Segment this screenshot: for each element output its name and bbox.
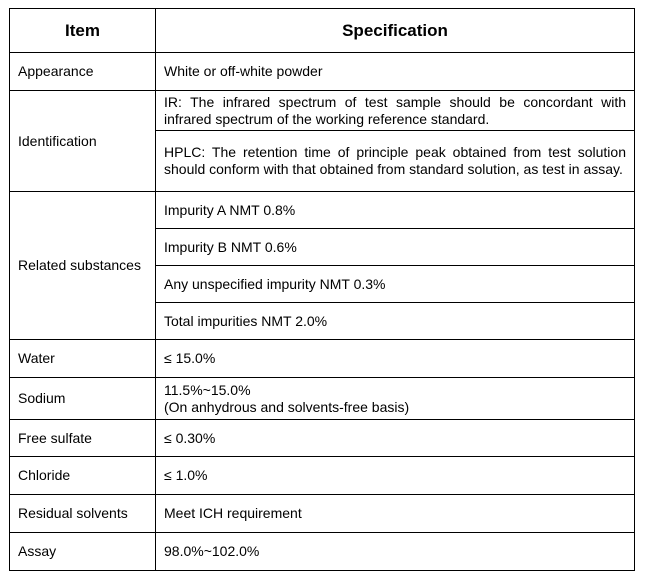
table-row — [10, 378, 635, 420]
table-row — [10, 340, 635, 378]
spec-assay: 98.0%~102.0% — [156, 533, 635, 571]
spec-identification-ir: IR: The infrared spectrum of test sample should be concordant with infrared spectrum of the working reference standard. — [156, 91, 635, 131]
spec-impurity-b: Impurity B NMT 0.6% — [156, 229, 635, 266]
item-assay: Assay — [10, 533, 156, 571]
spec-sodium-range: 11.5%~15.0% — [164, 381, 251, 398]
header-item: Item — [10, 9, 156, 53]
spec-water: ≤ 15.0% — [156, 340, 635, 378]
table-row — [10, 91, 635, 131]
table-row — [10, 457, 635, 495]
spec-total-impurities: Total impurities NMT 2.0% — [156, 303, 635, 340]
table-row — [10, 192, 635, 229]
spec-impurity-a: Impurity A NMT 0.8% — [156, 192, 635, 229]
spec-sodium — [156, 378, 635, 420]
spec-identification-hplc: HPLC: The retention time of principle peak obtained from test solution should conform with that obtained from standard solution, as test in assay. — [156, 131, 635, 192]
spec-chloride: ≤ 1.0% — [156, 457, 635, 495]
item-water: Water — [10, 340, 156, 378]
header-specification: Specification — [156, 9, 635, 53]
table-row — [10, 533, 635, 571]
item-related-substances: Related substances — [10, 192, 156, 340]
spec-appearance: White or off-white powder — [156, 53, 635, 91]
spec-sodium-basis: (On anhydrous and solvents-free basis) — [164, 398, 410, 415]
item-identification: Identification — [10, 91, 156, 192]
item-chloride: Chloride — [10, 457, 156, 495]
table-row — [10, 420, 635, 457]
item-residual-solvents: Residual solvents — [10, 495, 156, 533]
table-row — [10, 53, 635, 91]
item-sodium: Sodium — [10, 378, 156, 420]
spec-residual-solvents: Meet ICH requirement — [156, 495, 635, 533]
spec-unspecified-impurity: Any unspecified impurity NMT 0.3% — [156, 266, 635, 303]
table-header-row — [10, 9, 635, 53]
item-free-sulfate: Free sulfate — [10, 420, 156, 457]
item-appearance: Appearance — [10, 53, 156, 91]
specification-table — [9, 8, 635, 571]
spec-free-sulfate: ≤ 0.30% — [156, 420, 635, 457]
table-row — [10, 495, 635, 533]
